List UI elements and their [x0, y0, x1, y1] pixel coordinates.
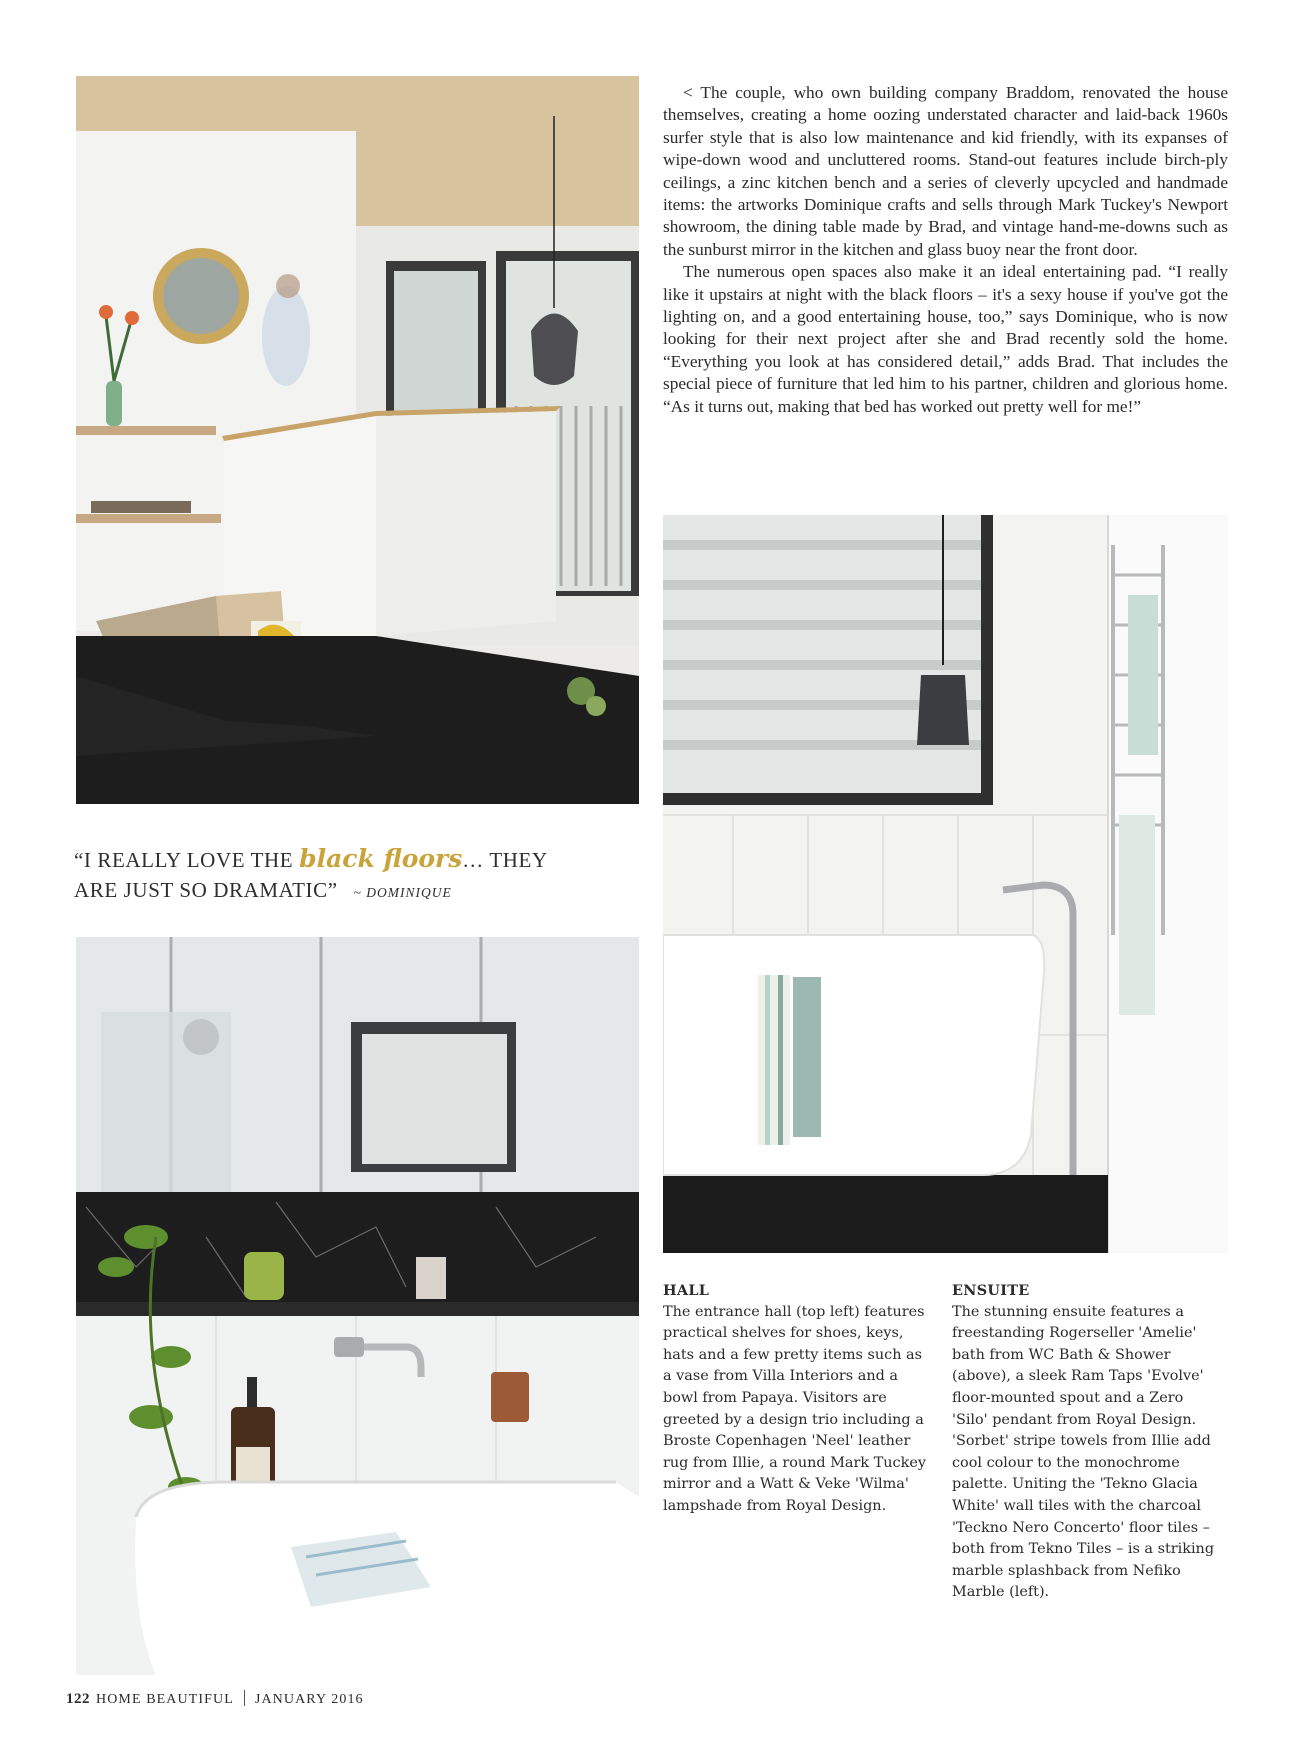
hall-photo — [76, 76, 639, 804]
article-body — [663, 82, 1228, 418]
pull-quote-lead: “I REALLY LOVE THE — [74, 848, 294, 872]
pull-quote-accent: black floors — [299, 844, 463, 873]
caption-ensuite — [952, 1280, 1222, 1604]
article-paragraph: The numerous open spaces also make it an ideal entertaining pad. “I really like it upstairs at night with the black floors – it's a sexy house if you've got the lighting on, and a good entertaining house, too,” says Dominique, who is now looking for their next project after she and Brad recently sold the home. “Everything you look at has considered detail,” adds Brad. That includes the special piece of furniture that led him to his partner, children and glorious home. “As it turns out, making that bed has worked out pretty well for me!” — [663, 262, 1228, 416]
page-footer — [66, 1690, 364, 1708]
caption-hall — [663, 1280, 933, 1518]
caption-hall-heading: HALL — [663, 1282, 710, 1299]
issue-date: JANUARY 2016 — [254, 1692, 364, 1707]
caption-ensuite-heading: ENSUITE — [952, 1282, 1030, 1299]
pull-quote-tail: … THEY ARE JUST SO DRAMATIC” — [74, 848, 547, 902]
magazine-name: HOME BEAUTIFUL — [96, 1692, 234, 1707]
vanity-photo — [76, 937, 639, 1675]
ensuite-photo — [663, 515, 1228, 1253]
footer-divider — [244, 1690, 245, 1706]
article-paragraph: < The couple, who own building company Braddom, renovated the house themselves, creating a home oozing understated character and laid-back 1960s surfer style that is also low maintenance and kid friendly, with its expanses of wipe-down wood and uncluttered rooms. Stand-out features include birch-ply ceilings, a zinc kitchen bench and a series of cleverly upcycled and handmade items: the artworks Dominique crafts and sells through Mark Tuckey's Newport showroom, the dining table made by Brad, and vintage hand-me-downs such as the sunburst mirror in the kitchen and glass buoy near the front door. — [663, 83, 1228, 259]
caption-hall-text: The entrance hall (top left) features practical shelves for shoes, keys, hats and a few pretty items such as a vase from Villa Interiors and a bowl from Papaya. Visitors are greeted by a design trio including a Broste Copenhagen 'Neel' leather rug from Illie, a round Mark Tuckey mirror and a Watt & Veke 'Wilma' lampshade from Royal Design. — [663, 1303, 926, 1514]
caption-ensuite-text: The stunning ensuite features a freestanding Rogerseller 'Amelie' bath from WC Bath & Shower (above), a sleek Ram Taps 'Evolve' floor-mounted spout and a Zero 'Silo' pendant from Royal Design. 'Sorbet' stripe towels from Illie add cool colour to the monochrome palette. Uniting the 'Tekno Glacia White' wall tiles with the charcoal 'Teckno Nero Concerto' floor tiles – both from Tekno Tiles – is a striking marble splashback from Nefiko Marble (left). — [952, 1303, 1215, 1601]
pull-quote — [74, 844, 594, 908]
page-number: 122 — [66, 1691, 90, 1707]
pull-quote-attribution: ~ DOMINIQUE — [353, 885, 452, 900]
